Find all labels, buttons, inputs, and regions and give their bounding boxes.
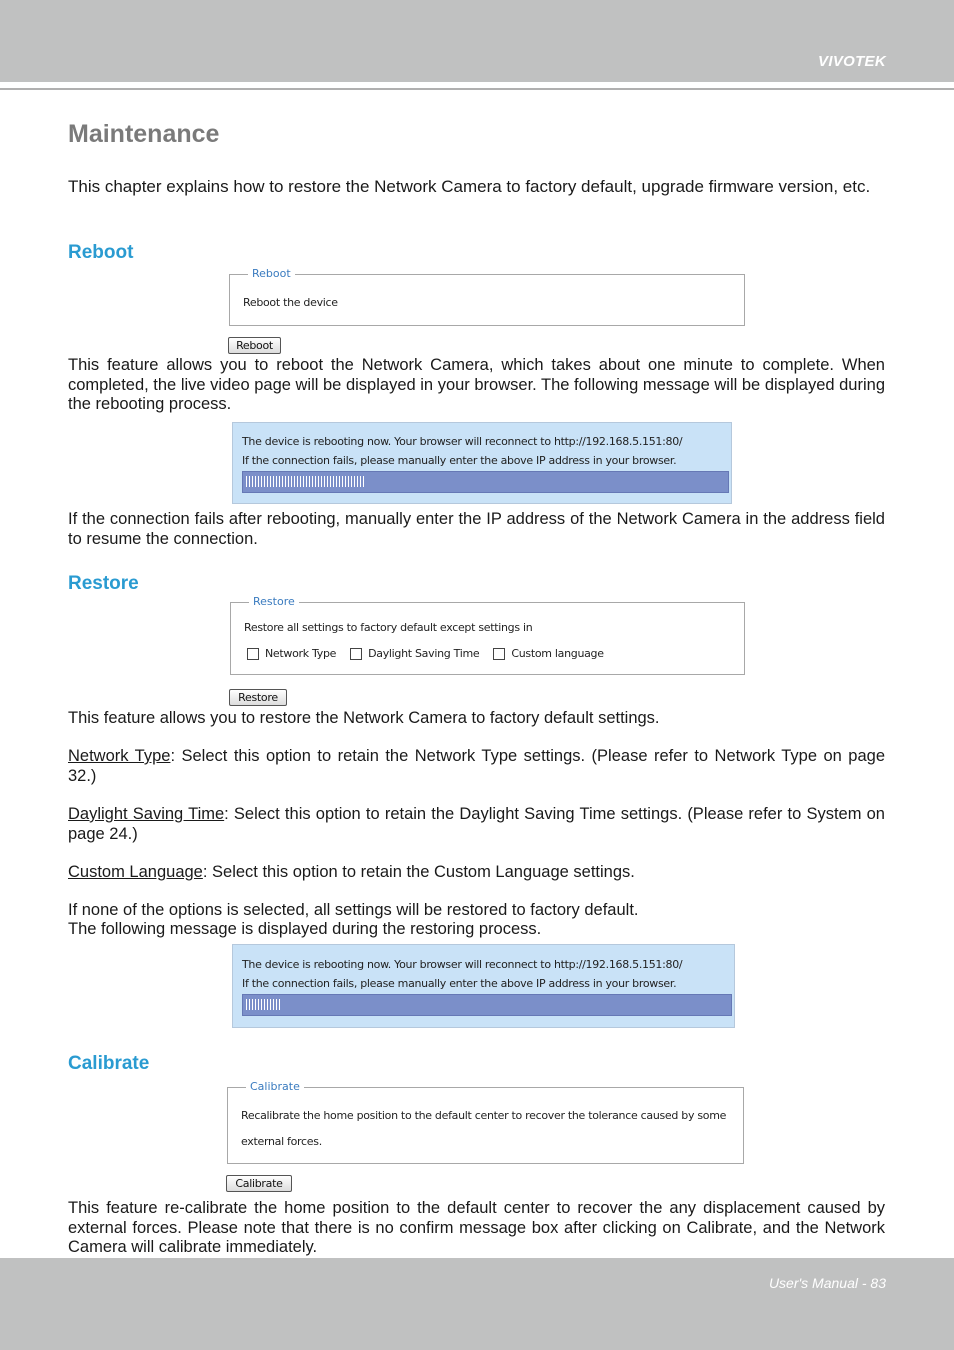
calibrate-panel-line2: external forces. [241, 1135, 322, 1148]
daylight-saving-time-label: Daylight Saving Time [368, 647, 480, 660]
restore-panel-text: Restore all settings to factory default except settings in [244, 621, 533, 634]
restore-options [247, 647, 618, 660]
restore-panel [230, 595, 745, 675]
restore-description: This feature allows you to restore the Network Camera to factory default settings. [68, 709, 660, 727]
option-daylight-saving-time[interactable] [350, 647, 479, 660]
option-custom-language[interactable] [493, 647, 603, 660]
daylight-saving-text: : Select this option to retain the Daylight Saving Time settings. (Please refer to System on page 24.) [68, 805, 885, 843]
restore-message-line1: The device is rebooting now. Your browser will reconnect to http://192.168.5.151:80/ [242, 958, 683, 971]
reboot-message-line2: If the connection fails, please manually enter the above IP address in your browser. [242, 454, 677, 467]
reboot-panel-text: Reboot the device [243, 296, 338, 309]
option-network-type[interactable] [247, 647, 336, 660]
network-type-term: Network Type [68, 747, 171, 765]
reboot-panel-legend: Reboot [248, 267, 295, 280]
network-type-paragraph [68, 747, 885, 786]
custom-language-term: Custom Language [68, 863, 203, 881]
network-type-text: : Select this option to retain the Network Type settings. (Please refer to Network Type on page 32.) [68, 747, 885, 785]
custom-language-text: : Select this option to retain the Custom Language settings. [202, 863, 635, 881]
page-title: Maintenance [68, 120, 220, 148]
page-number: User's Manual - 83 [768, 1275, 886, 1291]
custom-language-checkbox[interactable] [493, 648, 505, 660]
reboot-message-line1: The device is rebooting now. Your browser will reconnect to http://192.168.5.151:80/ [242, 435, 683, 448]
restore-message-line2: If the connection fails, please manually enter the above IP address in your browser. [242, 977, 677, 990]
calibrate-description: This feature re-calibrate the home position to the default center to recover the any displacement caused by external forces. Please note that there is no confirm message box after clicking on Calibrate, and the Network Camera will calibrate immediately. [68, 1199, 885, 1256]
daylight-saving-time-checkbox[interactable] [350, 648, 362, 660]
restore-button[interactable]: Restore [229, 689, 287, 706]
reboot-button[interactable]: Reboot [228, 337, 281, 354]
brand-name: VIVOTEK [818, 53, 886, 70]
page-header [0, 0, 954, 82]
reboot-panel [229, 267, 745, 326]
restore-heading: Restore [68, 573, 139, 594]
calibrate-button[interactable]: Calibrate [226, 1175, 292, 1192]
restore-progress-bar [242, 994, 732, 1016]
network-type-label: Network Type [265, 647, 337, 660]
reboot-message-panel [232, 422, 732, 504]
calibrate-panel-line1: Recalibrate the home position to the default center to recover the tolerance caused by some [241, 1109, 727, 1122]
daylight-saving-term: Daylight Saving Time [68, 805, 225, 823]
reboot-progress-bar [242, 471, 729, 493]
daylight-saving-paragraph [68, 805, 885, 844]
restore-message-panel [232, 944, 735, 1028]
reboot-description: This feature allows you to reboot the Network Camera, which takes about one minute to complete. When completed, the live video page will be displayed in your browser. The following message will be displayed during the rebooting process. [68, 356, 885, 413]
custom-language-paragraph [68, 863, 885, 883]
reboot-heading: Reboot [68, 242, 134, 263]
calibrate-panel-legend: Calibrate [246, 1080, 304, 1093]
none-selected-line1: If none of the options is selected, all settings will be restored to factory default. [68, 901, 639, 919]
none-selected-line2: The following message is displayed during the restoring process. [68, 920, 542, 938]
custom-language-label: Custom language [511, 647, 604, 660]
restore-panel-legend: Restore [249, 595, 299, 608]
network-type-checkbox[interactable] [247, 648, 259, 660]
calibrate-heading: Calibrate [68, 1053, 150, 1074]
reboot-after-text: If the connection fails after rebooting, manually enter the IP address of the Network Camera in the address field to resume the connection. [68, 510, 885, 548]
page-footer [0, 1258, 954, 1350]
restore-progress-fill [246, 999, 280, 1010]
reboot-progress-fill [246, 476, 366, 487]
calibrate-panel [227, 1080, 744, 1164]
intro-paragraph: This chapter explains how to restore the Network Camera to factory default, upgrade firmware version, etc. [68, 177, 871, 196]
header-divider [0, 88, 954, 90]
